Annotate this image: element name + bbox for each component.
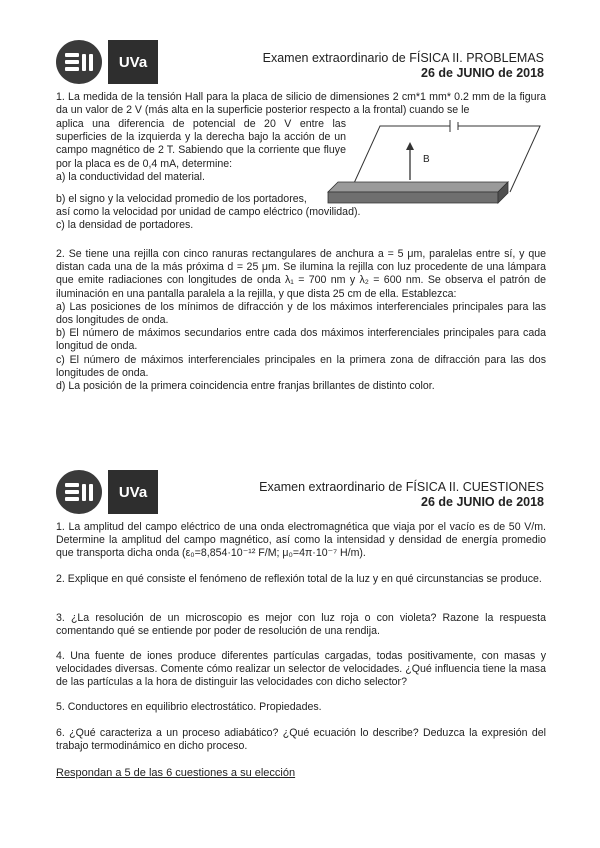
question-6-text: 6. ¿Qué caracteriza a un proceso adiabático? ¿Qué ecuación lo describe? Deduzca la expresión del trabajo termodinámico en dicho proceso. — [56, 727, 546, 753]
question-2-text: 2. Explique en qué consiste el fenómeno de reflexión total de la luz y en qué circunstancias se produce. — [56, 573, 542, 585]
question-1-text: 1. La amplitud del campo eléctrico de una onda electromagnética que viaja por el vacío es de 50 V/m. Determine la amplitud del campo magnético, así como la intensidad y densidad de energía promedio que transporta dicha onda (ε₀=8,854·10⁻¹² F/M; μ₀=4π·10⁻⁷ H/m). — [56, 521, 546, 560]
problem-1-text-wide: 1. La medida de la tensión Hall para la placa de silicio de dimensiones 2 cm*1 mm* 0.2 mm de la figura da un valor de 2 V (más alta en la superficie posterior respecto a la frontal) cuando se le — [56, 91, 546, 117]
question-4-text: 4. Una fuente de iones produce diferentes partículas cargadas, todas positivamente, con masas y velocidades diversas. Comente cómo realizar un selector de velocidades. ¿Qué influencia tiene la masa de las partículas a la hora de distinguir las velocidades con dicho selector? — [56, 650, 546, 689]
hall-effect-figure — [310, 114, 550, 224]
exam-date: 26 de JUNIO de 2018 — [421, 66, 544, 80]
question-5-text: 5. Conductores en equilibrio electrostático. Propiedades. — [56, 701, 322, 713]
question-6 — [56, 727, 546, 753]
uva-logo — [108, 40, 158, 84]
problem-1-part-b2: así como la velocidad por unidad de campo eléctrico (movilidad). — [56, 206, 361, 219]
uva-logo-text: UVa — [118, 53, 148, 71]
eii-logo-2 — [56, 470, 102, 514]
exam-date-2: 26 de JUNIO de 2018 — [421, 495, 544, 509]
answer-instruction: Respondan a 5 de las 6 cuestiones a su elección — [56, 767, 296, 779]
question-3 — [56, 612, 546, 638]
exam-title: Examen extraordinario de FÍSICA II. PROBLEMAS — [262, 51, 544, 65]
problem-1-part-b1: b) el signo y la velocidad promedio de los portadores, — [56, 193, 307, 205]
problem-2-part-d: d) La posición de la primera coincidencia entre franjas brillantes de distinto color. — [56, 380, 435, 393]
exam-header-problems — [224, 51, 544, 81]
question-3-text: 3. ¿La resolución de un microscopio es mejor con luz roja o con violeta? Razone la respuesta comentando qué se entiende por poder de resolución de una rendija. — [56, 612, 546, 638]
question-5 — [56, 701, 546, 714]
problem-1-part-c: c) la densidad de portadores. — [56, 219, 194, 232]
problem-2 — [56, 248, 546, 393]
uva-logo-2 — [108, 470, 158, 514]
problem-2-part-c: c) El número de máximos interferenciales principales en la primera zona de difracción para las dos longitudes de onda. — [56, 353, 546, 379]
field-label: B — [423, 154, 430, 165]
problem-2-part-b: b) El número de máximos secundarios entre cada dos máximos interferenciales principales para cada longitud de onda. — [56, 327, 546, 353]
problem-1-part-a: a) la conductividad del material. — [56, 170, 205, 183]
magnetic-field-arrow — [406, 142, 414, 180]
silicon-plate — [328, 182, 508, 203]
uva-logo-text-2: UVa — [118, 483, 148, 501]
question-4 — [56, 650, 546, 690]
question-1 — [56, 521, 546, 561]
problem-2-part-a: a) Las posiciones de los mínimos de difracción y de los máximos interferenciales principales para las dos longitudes de onda. — [56, 300, 546, 327]
problem-1-body — [56, 118, 346, 184]
exam-header-questions — [224, 480, 544, 510]
problem-2-text: 2. Se tiene una rejilla con cinco ranuras rectangulares de anchura a = 5 μm, paralelas entre sí, y que distan cada una de la más próxima d = 25 μm. Se ilumina la rejilla con luz procedente de una lámpara que emite radiaciones con longitudes de onda λ₁ = 700 nm y λ₂ = 600 nm. Se observa el patrón de iluminación en una pantalla paralela a la rejilla, y que dista 25 cm de ella. Establezca: — [56, 248, 546, 300]
question-2 — [56, 573, 546, 586]
eii-logo — [56, 40, 102, 84]
problem-1-text-narrow: aplica una diferencia de potencial de 20 V entre las superficies de la izquierda y la derecha bajo la acción de un campo magnético de 2 T. Sabiendo que la corriente que fluye por la placa es de 0,4 mA, determine: — [56, 118, 346, 170]
exam-title-2: Examen extraordinario de FÍSICA II. CUESTIONES — [259, 480, 544, 494]
